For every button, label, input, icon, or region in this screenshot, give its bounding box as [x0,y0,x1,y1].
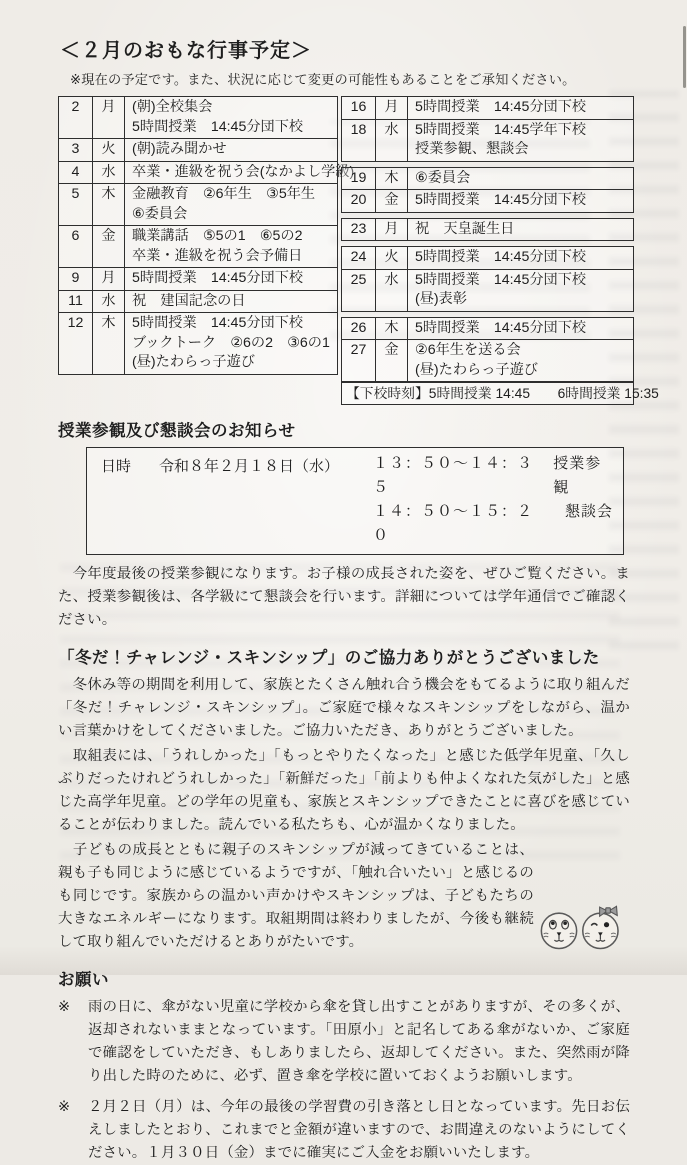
datetime-date: 令和８年２月１８日（水） [159,458,340,475]
class-visit-body: 今年度最後の授業参観になります。お子様の成長された姿を、ぜひご覧ください。また、授業参観後は、各学級にて懇談会を行います。詳細については学年通信でご確認ください。 [58,566,630,628]
schedule-group [341,246,634,312]
schedule-table-right [341,96,659,405]
day-cell: 16 [350,99,367,115]
event-line: ⑥委員会 [415,169,471,186]
event-cell [124,226,337,267]
slot-label: 授業参観 [553,455,602,496]
schedule-group [341,218,634,242]
event-cell [407,168,633,190]
day-cell: 6 [71,228,80,244]
event-line: 卒業・進級を祝う会(なかよし学級) [132,163,355,180]
weekday-cell: 水 [92,162,124,184]
request-text: ２月２日（月）は、今年の最後の学習費の引き落とし日となっています。先日お伝えしましたとおり、これまでと金額が違いますので、お間違えのないようにしてください。１月３０日（金）までに確実にご入金をお願いいたします。 [88,1099,630,1161]
schedule-row [59,290,337,313]
event-cell [407,97,633,119]
schedule-row [342,219,633,241]
event-line: (昼)たわらっ子遊び [132,354,255,370]
schedule-row [342,119,633,161]
event-line: ブックトーク ②6の2 ③6の1 [132,334,330,351]
weekday-cell: 金 [92,226,124,267]
request-item [58,1096,630,1165]
event-line: 5時間授業 14:45分団下校 [132,315,304,331]
schedule-row [59,183,337,225]
day-cell: 24 [350,249,367,265]
event-line: 5時間授業 14:45分団下校 [415,271,587,288]
time-slot [373,500,613,548]
skinship-section [58,644,630,954]
weekday-cell: 木 [92,184,124,225]
schedule-group [341,167,634,213]
section-heading-class-visit: 授業参観及び懇談会のお知らせ [58,422,296,440]
weekday-cell: 火 [92,139,124,161]
schedule-row [342,97,633,119]
february-schedule [58,96,659,405]
datetime-slots [373,452,613,548]
section-heading-request: お願い [58,971,109,989]
weekday-cell: 月 [375,219,407,241]
event-cell [124,268,337,290]
event-line: 5時間授業 14:45分団下校 [132,270,304,286]
schedule-row [59,138,337,161]
weekday-cell: 金 [375,190,407,212]
day-cell: 18 [350,121,367,138]
class-visit-section [58,417,630,632]
day-cell: 5 [71,186,80,202]
event-cell [407,270,633,311]
weekday-cell: 木 [375,168,407,190]
event-cell [124,162,356,184]
day-cell: 4 [71,163,80,180]
day-cell: 20 [350,192,367,208]
event-line: (昼)たわらっ子遊び [415,361,538,378]
schedule-row [59,267,337,290]
schedule-row [342,247,633,269]
event-line: 金融教育 ②6年生 ③5年生 [132,186,316,202]
event-cell [124,313,337,374]
event-line: 5時間授業 14:45学年下校 [415,121,587,138]
schedule-row [59,161,355,184]
weekday-cell: 月 [92,268,124,290]
schedule-row [342,318,633,340]
skinship-paragraph: 子どもの成長とともに親子のスキンシップが減ってきていることは、親も子も同じように感じているようですが、「触れ合いたい」と感じるのも同じです。家族からの温かい声かけやスキンシップは、子どもたちの大きなエネルギーになります。取組期間は終わりましたが、今後も継続して取り組んでいただけるとありがたいです。 [58,842,534,950]
scan-edge-artifact [683,26,686,88]
weekday-cell: 木 [92,313,124,374]
datetime-left [101,452,339,548]
weekday-cell: 水 [92,291,124,313]
day-cell: 27 [350,342,367,358]
day-cell: 26 [350,319,367,336]
datetime-box [86,447,624,555]
weekday-cell: 月 [375,97,407,119]
event-cell [407,120,633,161]
weekday-cell: 水 [375,270,407,311]
event-line: (朝)読み聞かせ [132,141,227,157]
schedule-disclaimer: ※現在の予定です。また、状況に応じて変更の可能性もあることをご承知ください。 [70,72,576,87]
mascot-faces-icon [536,903,628,956]
schedule-row [342,269,633,311]
event-cell [407,219,633,241]
event-line: ②6年生を送る会 [415,342,521,358]
time-slot [373,452,613,500]
slot-label: 懇談会 [565,503,614,520]
request-marker: ※ [58,999,71,1015]
event-line: (昼)表彰 [415,291,468,307]
weekday-cell: 月 [92,97,124,138]
event-line: 5時間授業 14:45分団下校 [415,99,587,115]
schedule-row [59,312,337,374]
schedule-group [341,96,634,162]
slot-time: １３：５０～１４：３５ [373,455,534,496]
schedule-row [342,339,633,381]
event-line: 授業参観、懇談会 [415,141,529,157]
event-line: (朝)全校集会 [132,99,213,115]
event-cell [407,318,633,340]
event-line: 5時間授業 14:45分団下校 [415,249,587,265]
event-line: ⑥委員会 [132,205,188,222]
event-line: 5時間授業 14:45分団下校 [415,319,587,336]
dismissal-time-note: 【下校時刻】5時間授業 14:45 6時間授業 15:35 [341,382,634,405]
schedule-group [341,317,634,383]
day-cell: 12 [67,315,84,331]
schedule-row [59,225,337,267]
event-line: 祝 建国記念の日 [132,292,246,309]
request-item [58,996,630,1088]
event-cell [124,97,337,138]
schedule-row [342,168,633,190]
day-cell: 23 [350,220,367,237]
request-marker: ※ [58,1099,71,1115]
weekday-cell: 木 [375,318,407,340]
event-line: 5時間授業 14:45分団下校 [415,192,587,208]
slot-time: １４：５０～１５：２０ [373,503,534,544]
day-cell: 25 [350,271,367,288]
page-title: ＜２月のおもな行事予定＞ [60,40,312,62]
skinship-paragraph: 冬休み等の期間を利用して、家族とたくさん触れ合う機会をもてるように取り組んだ「冬だ！チャレンジ・スキンシップ」。ご家庭で様々なスキンシップをしながら、温かい言葉かけをしてくださいました。ご協力いただき、ありがとうございました。 [58,677,630,739]
event-line: 卒業・進級を祝う会予備日 [132,247,303,264]
weekday-cell: 火 [375,247,407,269]
event-line: 祝 天皇誕生日 [415,220,515,237]
event-line: 5時間授業 14:45分団下校 [132,118,304,135]
weekday-cell: 金 [375,340,407,381]
section-heading-skinship: 「冬だ！チャレンジ・スキンシップ」のご協力ありがとうございました [58,649,600,667]
day-cell: 11 [68,292,83,309]
event-cell [407,340,633,381]
schedule-row [342,189,633,212]
event-cell [124,184,337,225]
schedule-table-left [58,96,355,375]
event-cell [407,247,633,269]
event-cell [407,190,633,212]
event-cell [124,139,337,161]
weekday-cell: 水 [375,120,407,161]
day-cell: 19 [350,169,367,186]
event-line: 職業講話 ⑤5の1 ⑥5の2 [132,228,303,244]
day-cell: 9 [71,270,80,286]
request-text: 雨の日に、傘がない児童に学校から傘を貸し出すことがありますが、その多くが、返却されないままとなっています。「田原小」と記名してある傘がないか、ご家庭で確認をしていただき、もしありましたら、返却してください。また、突然雨が降り出した時のために、必ず、置き傘を学校に置いておくようお願いします。 [88,999,630,1084]
schedule-row [59,97,337,138]
skinship-paragraph: 取組表には、「うれしかった」「もっとやりたくなった」と感じた低学年児童、「久しぶりだったけれどうれしかった」「新鮮だった」「前よりも仲よくなれた気がした」と感じた高学年児童。どの学年の児童も、家族とスキンシップできたことに喜びを感じていることが伝わりました。読んでいる私たちも、心が温かくなりました。 [58,748,630,833]
request-section [58,966,630,1165]
day-cell: 3 [71,141,80,157]
event-cell [124,291,337,313]
day-cell: 2 [71,99,80,115]
datetime-label: 日時 [101,458,132,475]
